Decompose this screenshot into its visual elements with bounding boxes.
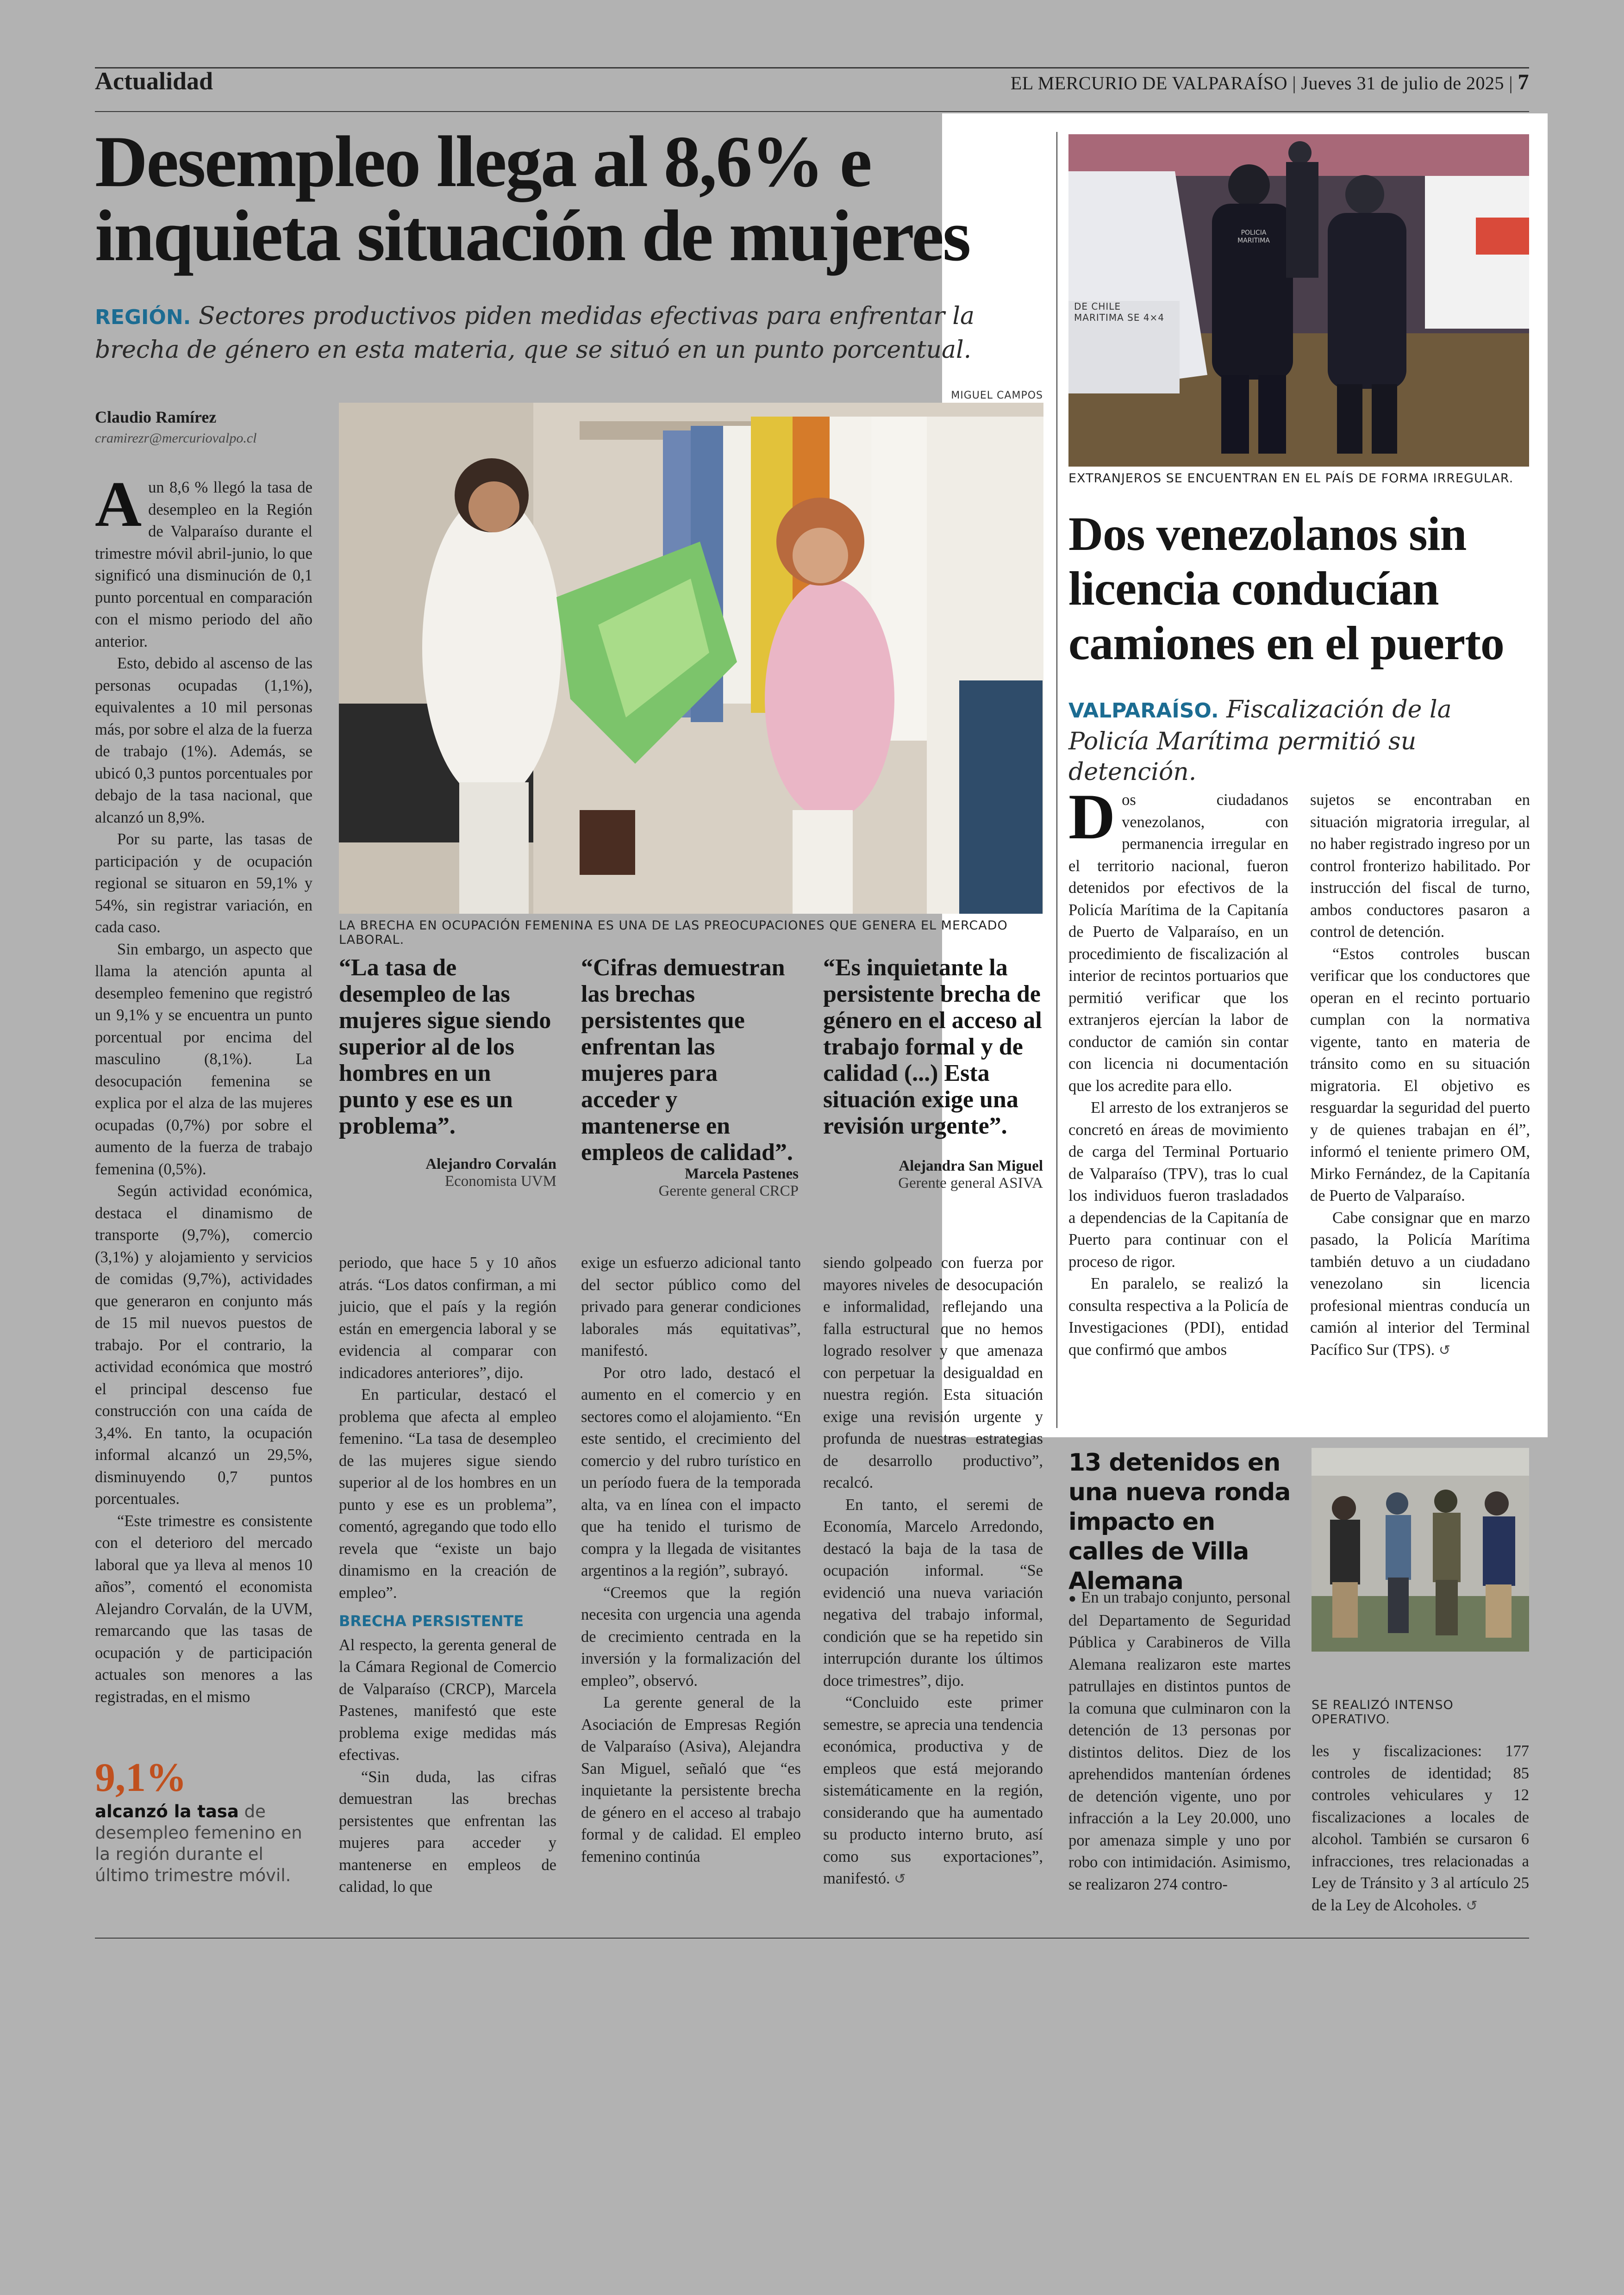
brief-col1-text [1068,1587,1291,1896]
bottom-rule [95,1938,1529,1939]
brief-col1 [1068,1587,1291,1896]
brief-col2-body: les y fiscalizaciones: 177 controles de identidad; 85 controles vehiculares y 12 fiscalizaciones a locales de alcohol. También se cursaron 6 infracciones, tres relacionadas a Ley de Tránsito y 3 al artículo 25 de la Ley de Alcoholes. [1312,1742,1529,1914]
brief-photo-illustration [1312,1448,1529,1652]
main-col4-p3-text: “Concluido este primer semestre, se aprecia una tendencia económica, productiva y de empleos que está mejorando sistemáticamente en la región, considerando que ha aumentado su producto interno bruto, así como sus exportaciones”, manifestó. [823,1694,1043,1887]
stat-text: de desempleo femenino en la región durante el último trimestre móvil. [95,1802,302,1885]
photo-credit: MIGUEL CAMPOS [951,390,1043,401]
main-col3-p2: Por otro lado, destacó el aumento en el comercio y en sectores como el alojamiento. “En este sentido, el crecimiento del comercio y del rubro turístico en un período fuera de la temporada alta, va en línea con el impacto que ha tenido el turismo de compra y la llegada de visitantes argentinos a la región”, subrayó. [581,1364,801,1579]
side-col1-p3: En paralelo, se realizó la consulta respectiva a la Policía de Investigaciones (PDI), entidad que confirmó que ambos [1068,1275,1288,1359]
main-dropcap: A [95,468,142,540]
vehicle-text: DE CHILE MARITIMA SE 4×4 [1074,301,1165,323]
section-label: Actualidad [95,67,213,95]
side-end-mark-icon: ↺ [1438,1342,1451,1359]
quote-1-name: Alejandro Corvalán [425,1156,556,1172]
side-col1 [1068,781,1288,1361]
side-col1-p2: El arresto de los extranjeros se concretó en áreas de movimiento de carga del Terminal Portuario de Valparaíso (TPV), tras lo cual los individuos fueron trasladados a dependencias de la Capitanía de Puerto para continuar con el proceso de rigor. [1068,1099,1288,1271]
main-col4-p1: siendo golpeado con fuerza por mayores niveles de desocupación e informalidad, reflejando una falla estructural que no hemos logrado resolver y que amenaza con perpetuar la desigualdad en nuestra región. Esta situación exige una revisión urgente y profunda de nuestras estrategias de desarrollo productivo”, recalcó. [823,1254,1043,1491]
brief-col2-text [1312,1740,1529,1917]
side-col2-p3-text: Cabe consignar que en marzo pasado, la Policía Marítima también detuvo a un ciudadano venezolano sin licencia profesional mientras conducía un camión al interior del Terminal Pacífico Sur (TPS). [1310,1209,1530,1359]
main-col2-p1: periodo, que hace 5 y 10 años atrás. “Los datos confirman, a mi juicio, que el país y la región están en emergencia laboral y se evidencia al comparar con indicadores anteriores”, dijo. [339,1254,556,1382]
quote-3 [823,954,1043,1192]
main-kicker: REGIÓN. [95,306,191,329]
main-col1-p1: un 8,6 % llegó la tasa de desempleo en la Región de Valparaíso durante el trimestre móvil abril-junio, lo que significó una disminución de 0,1 punto porcentual en comparación con el mismo periodo del año anterior. [95,479,312,650]
stat-box [95,1754,317,1886]
byline: Claudio Ramírez [95,408,217,426]
main-col1-p5: Según actividad económica, destaca el dinamismo de transporte (9,7%), comercio (3,1%) y alojamiento y servicios de comidas (9,7%), actividades que generaron en conjunto más de 15 mil nuevos puestos de trabajo. Por el contrario, la actividad económica que mostró el principal descenso fue construcción con una caída de 3,4%. En tanto, la ocupación informal alcanzó un 29,5%, disminuyendo 0,7 puntos porcentuales. [95,1182,312,1508]
side-col1-p1: os ciudadanos venezolanos, con permanencia irregular en el territorio nacional, fueron detenidos por efectivos de la Policía Marítima de la Capitanía de Puerto de Valparaíso, en un procedimiento de fiscalización al interior de recintos portuarios que permitió verificar que los extranjeros ejercían la labor de conductor de camión sin contar con licencia ni documentación que los acredite para ello. [1068,791,1288,1095]
main-col3-p4: La gerente general de la Asociación de Empresas Región de Valparaíso (Asiva), Alejandra San Miguel, señaló que “es inquietante la persistente brecha de género en el acceso al trabajo formal y de calidad. El empleo femenino continúa [581,1694,801,1865]
quote-2-text: “Cifras demuestran las brechas persistentes que enfrentan las mujeres para acceder y mantenerse en empleos de calidad”. [581,954,793,1166]
side-dropcap: D [1068,781,1116,853]
main-col2 [339,1252,556,1898]
side-photo-caption: EXTRANJEROS SE ENCUENTRAN EN EL PAÍS DE FORMA IRREGULAR. [1068,471,1514,486]
page-number: 7 [1518,70,1529,94]
brief-end-mark-icon: ↺ [1466,1897,1478,1914]
main-photo-caption: LA BRECHA EN OCUPACIÓN FEMENINA ES UNA DE LAS PREOCUPACIONES QUE GENERA EL MERCADO LABORAL. [339,918,1008,947]
header-rule [95,111,1529,112]
main-photo-illustration [339,403,1043,914]
stat-description [95,1801,317,1886]
main-col2-p3: Al respecto, la gerenta general de la Cámara Regional de Comercio de Valparaíso (CRCP), Marcela Pastenes, manifestó que este problema exige medidas más efectivas. [339,1636,556,1764]
main-col3-p3: “Creemos que la región necesita con urgencia una agenda de crecimiento centrada en la inversión y la formalización del empleo”, observó. [581,1584,801,1690]
bullet-icon: ● [1068,1591,1077,1606]
main-col3-p1: exige un esfuerzo adicional tanto del sector público como del privado para generar condiciones laborales más equitativas”, manifestó. [581,1254,801,1360]
side-col2-p3 [1310,1207,1530,1362]
main-col3 [581,1252,801,1868]
side-photo [1068,134,1529,467]
subhead-brecha: BRECHA PERSISTENTE [339,1612,524,1630]
quote-2-role: Gerente general CRCP [658,1183,799,1199]
brief-col2 [1312,1740,1529,1917]
side-photo-illustration [1068,134,1529,467]
brief-photo [1312,1448,1529,1652]
main-col4 [823,1252,1043,1890]
main-col1-p6: “Este trimestre es consistente con el deterioro del mercado laboral que ya lleva al menos 10 años”, comentó el economista Alejandro Corvalán, de la UVM, remarcando que las tasas de ocupación y de participación actuales son menores a las registradas, en el mismo [95,1512,312,1706]
brief-headline: 13 detenidos en una nueva ronda impacto en calles de Villa Alemana [1068,1449,1291,1595]
quote-3-text: “Es inquietante la persistente brecha de género en el acceso al trabajo formal y de calidad (...) Esta situación exige una revisión urgente”. [823,954,1042,1139]
brief-col1-body: En un trabajo conjunto, personal del Departamento de Seguridad Pública y Carabineros de Villa Alemana realizaron este martes patrullajes en distintos puntos de la comuna que culminaron con la detención de 13 personas por distintos delitos. Diez de los aprehendidos mantenían órdenes de detención vigente, uno por infracción a la Ley 20.000, uno por amenaza simple y uno por robo con intimidación. Asimismo, se realizaron 274 contro- [1068,1589,1291,1893]
quote-3-role: Gerente general ASIVA [898,1175,1043,1191]
main-headline-line2: inquieta situación de mujeres [95,195,970,276]
main-headline-line1: Desempleo llega al 8,6% e [95,121,871,202]
main-col2-p4: “Sin duda, las cifras demuestran las brechas persistentes que enfrentan las mujeres para acceder y mantenerse en empleos de calidad, lo que [339,1768,556,1896]
stat-value: 9,1% [95,1755,187,1800]
side-col2 [1310,789,1530,1361]
top-rule [95,67,1529,69]
main-col1-p3: Por su parte, las tasas de participación y de ocupación regional se situaron en 59,1% y 54%, sin registrar variación, en cada caso. [95,830,312,936]
quote-1 [339,954,556,1190]
quote-3-name: Alejandra San Miguel [899,1158,1043,1174]
side-kicker: VALPARAÍSO. [1068,699,1219,723]
quote-1-text: “La tasa de desempleo de las mujeres sigue siendo superior al de los hombres en un punto y ese es un problema”. [339,954,551,1139]
main-headline [95,121,1058,276]
main-photo [339,403,1043,914]
main-col1-p2: Esto, debido al ascenso de las personas ocupadas (1,1%), equivalentes a 10 mil personas más, por sobre el alza de la fuerza de trabajo (1%). Además, se ubicó 0,3 puntos porcentuales por debajo de la tasa nacional, que alcanzó un 8,9%. [95,655,312,826]
main-col2-p2: En particular, destacó el problema que afecta al empleo femenino. “La tasa de desempleo de las mujeres sigue siendo superior al de los hombres en un punto y ese es un problema”, comentó, agregando que todo ello revela que “existe un bajo dinamismo en la creación de empleo”. [339,1386,556,1602]
side-deck [1068,694,1531,787]
end-mark-icon: ↺ [894,1871,906,1887]
brief-photo-caption: SE REALIZÓ INTENSO OPERATIVO. [1312,1698,1454,1727]
main-col1 [95,468,312,1708]
stat-lead: alcanzó la tasa [95,1802,239,1821]
side-headline: Dos venezolanos sin licencia conducían camiones en el puerto [1068,507,1504,670]
quote-2 [581,954,799,1200]
main-deck [95,300,1049,366]
issue-date: Jueves 31 de julio de 2025 [1301,73,1504,94]
byline-email: cramirezr@mercuriovalpo.cl [95,430,257,446]
side-deck-text: Fiscalización de la Policía Marítima permitió su detención. [1068,696,1452,786]
main-col4-p2: En tanto, el seremi de Economía, Marcelo Arredondo, destacó la baja de la tasa de ocupación informal. “Se evidenció una nueva variación negativa del trabajo informal, condición que se ha repetido sin interrupción durante los últimos doce trimestres”, dijo. [823,1496,1043,1690]
main-deck-text: Sectores productivos piden medidas efectivas para enfrentar la brecha de género en esta materia, que se situó en un punto porcentual. [95,302,975,364]
quote-2-name: Marcela Pastenes [685,1166,799,1182]
side-col2-p1: sujetos se encontraban en situación migratoria irregular, al no haber registrado ingreso por un control fronterizo habilitado. Por instrucción del fiscal de turno, ambos conductores pasaron a control de detención. [1310,791,1530,941]
column-divider [1056,132,1057,1428]
jacket-text: POLICIA MARITIMA [1237,229,1270,244]
quote-1-role: Economista UVM [444,1173,556,1190]
side-col2-p2: “Estos controles buscan verificar que los conductores que operan en el recinto portuario cumplan con la normativa vigente, tanto en materia de tránsito como en su situación migratoria. El objetivo es resguardar la seguridad del puerto y de quienes trabajan en él”, informó el teniente primero OM, Mirko Fernández, de la Capitanía de Puerto de Valparaíso. [1310,945,1530,1204]
main-col4-p3 [823,1692,1043,1890]
masthead-name: EL MERCURIO DE VALPARAÍSO [1010,73,1287,94]
main-col1-p4: Sin embargo, un aspecto que llama la atención apunta al desempleo femenino que registró un 9,1% y se encuentra un punto porcentual por encima del masculino (8,1%). La desocupación femenina se explica por el alza de las mujeres ocupadas (0,7%) por sobre el aumento de la fuerza de trabajo femenina (0,5%). [95,940,312,1178]
masthead: EL MERCURIO DE VALPARAÍSO | Jueves 31 de julio de 2025 | 7 [1010,70,1529,94]
